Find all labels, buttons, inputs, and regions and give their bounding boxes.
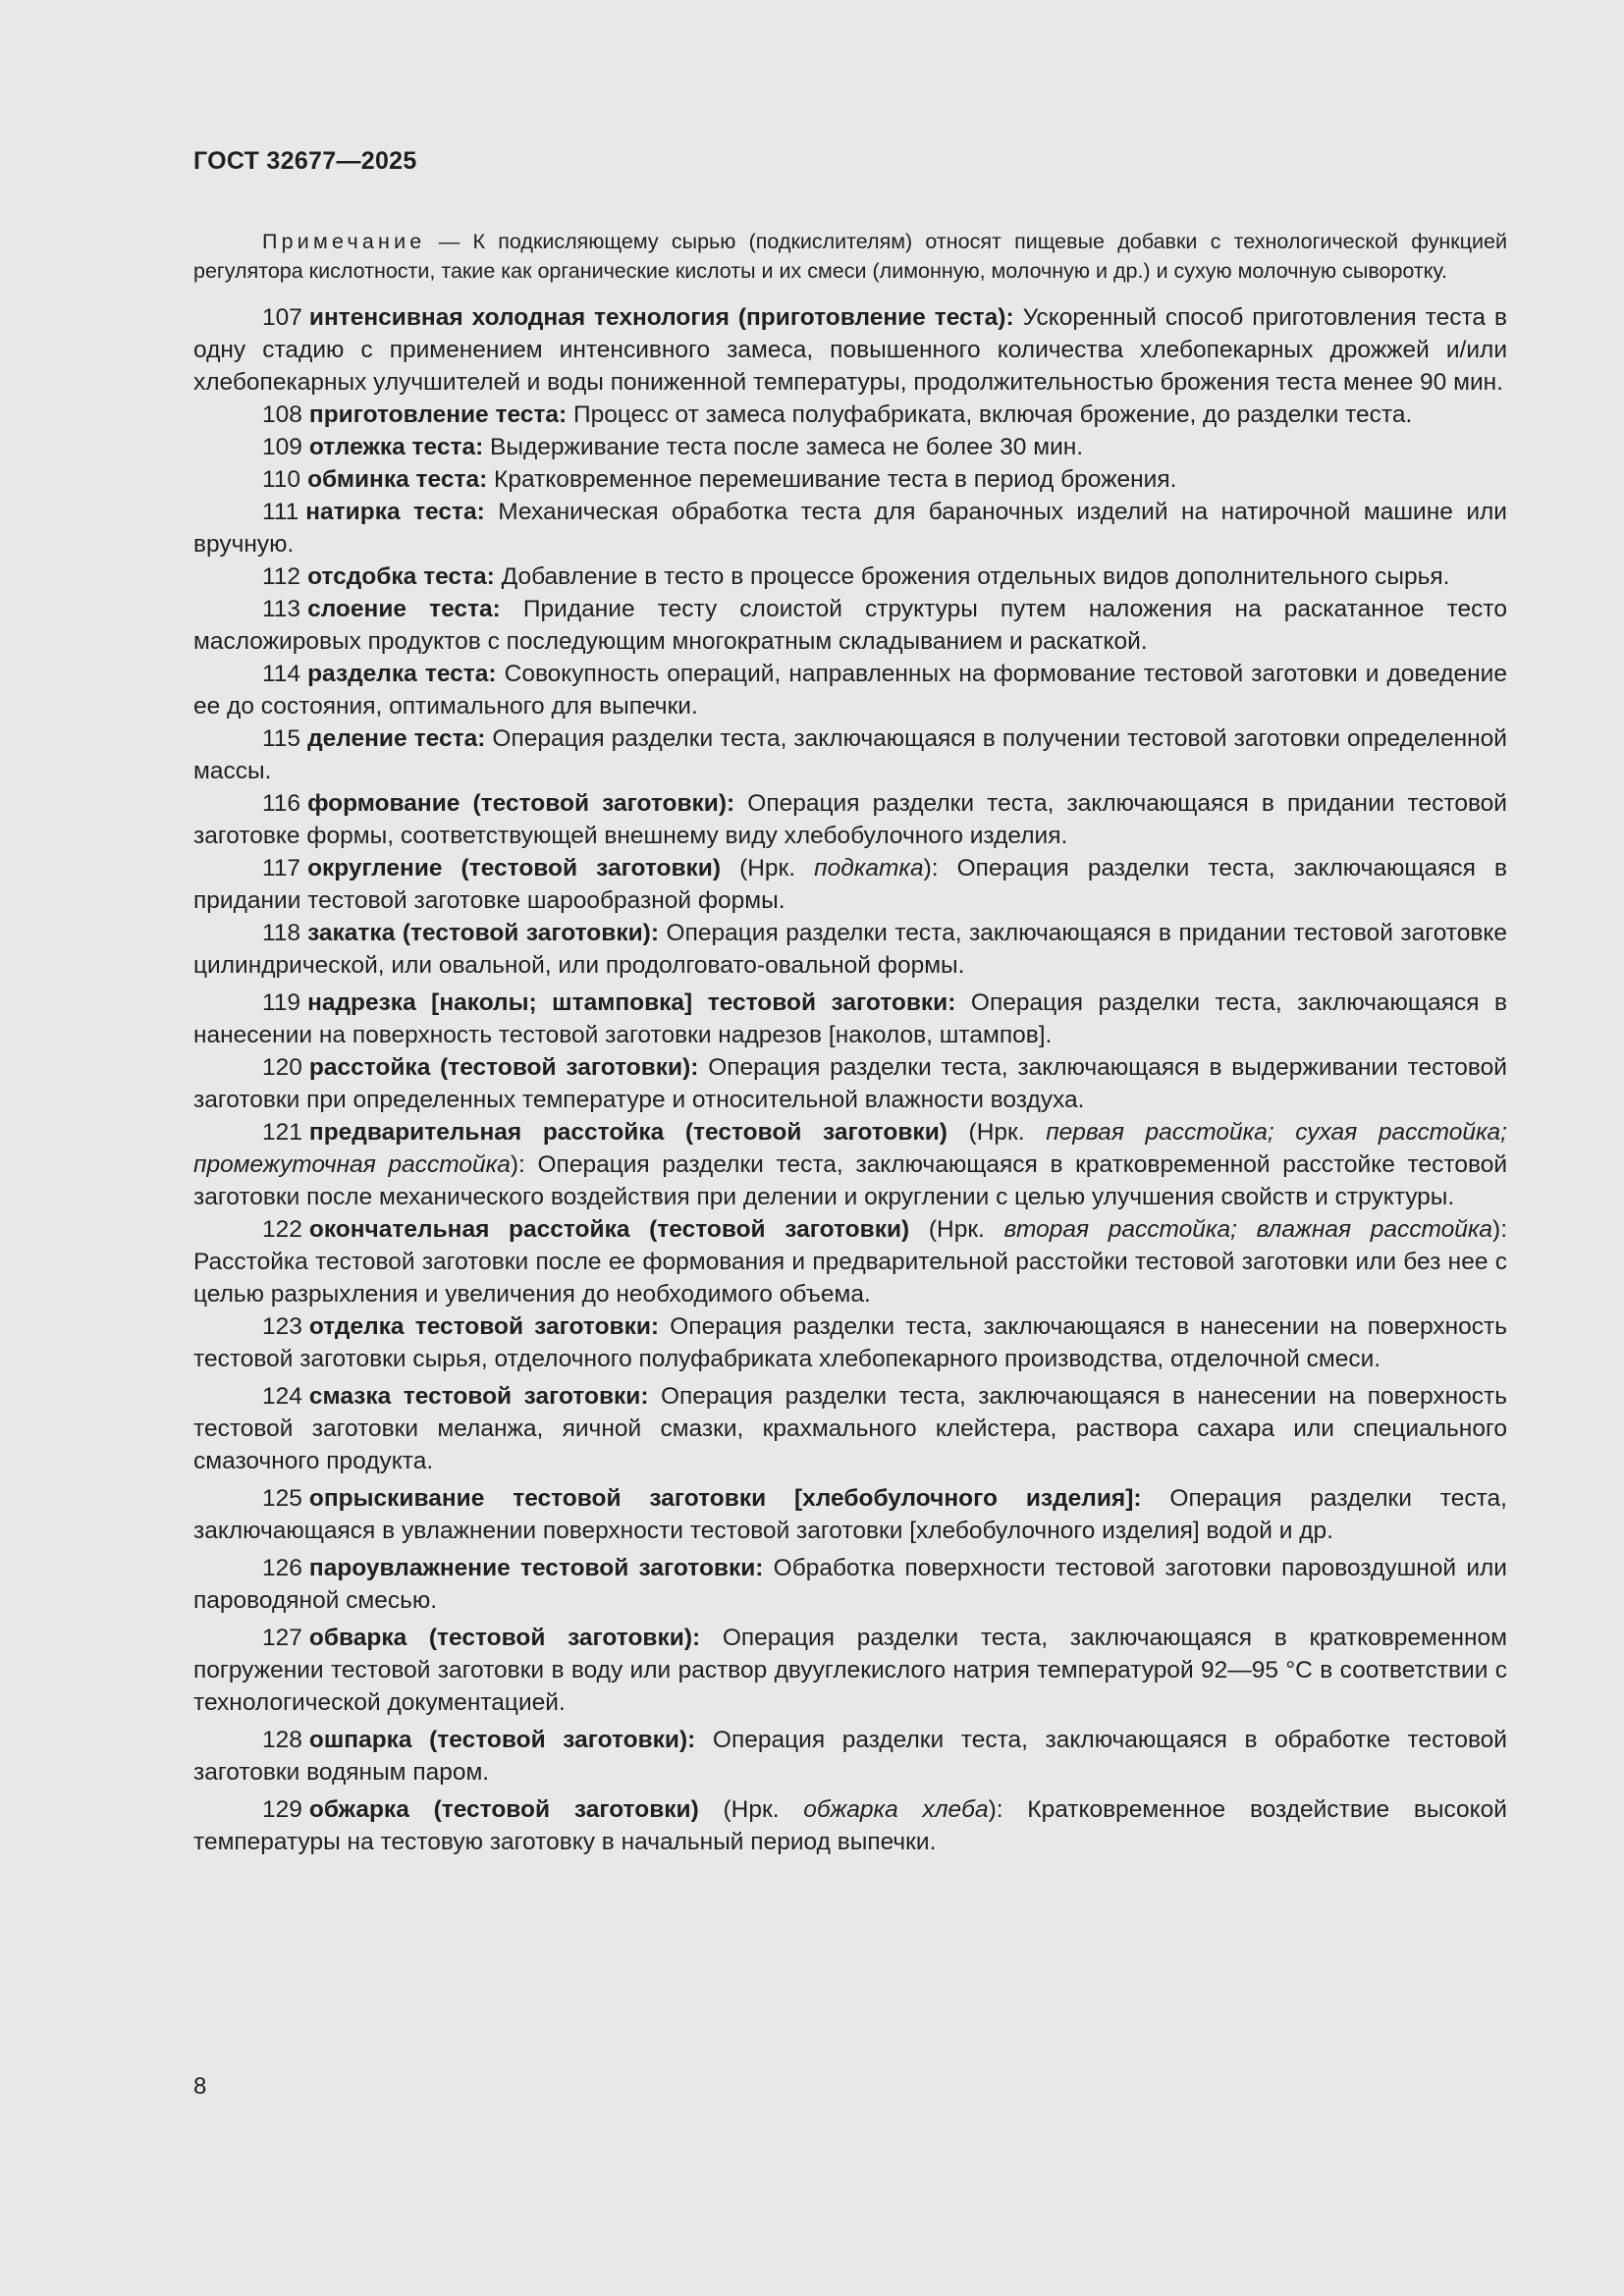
term-definition: Операция разделки теста, заключающаяся в нанесении на поверхность тестовой заготовки сырья, отделочного полуфабриката хлебопекарного производства, отделочной смеси. — [193, 1313, 1507, 1372]
term-synonym-suffix: ): — [510, 1151, 525, 1178]
note-paragraph — [193, 227, 1507, 286]
term-definition: Операция разделки теста, заключающаяся в кратковременном погружении тестовой заготовки в воду или раствор двууглекислого натрия температурой 92—95 °C в соответствии с технологической документацией. — [193, 1625, 1508, 1716]
term-number: 113 — [262, 596, 301, 622]
term-definition: Операция разделки теста, заключающаяся в придании тестовой заготовке формы, соответствующей внешнему виду хлебобулочного изделия. — [193, 790, 1507, 849]
term-definition: Кратковременное воздействие высокой температуры на тестовую заготовку в начальный период выпечки. — [193, 1796, 1507, 1855]
term-number: 116 — [262, 790, 301, 817]
document-code-header: ГОСТ 32677—2025 — [193, 147, 417, 175]
term-synonym-suffix: ): — [923, 855, 939, 881]
term-definition: Процесс от замеса полуфабриката, включая брожение, до разделки теста. — [567, 401, 1413, 428]
term-entry — [193, 561, 1507, 593]
term-entry — [193, 787, 1507, 852]
terms-list — [193, 301, 1507, 1858]
term-definition: Кратковременное перемешивание теста в период брожения. — [487, 466, 1177, 493]
term-number: 118 — [262, 920, 301, 946]
term-definition: Операция разделки теста, заключающаяся в нанесении на поверхность тестовой заготовки меланжа, яичной смазки, крахмального клейстера, раствора сахара или специального смазочного продукта. — [193, 1383, 1507, 1474]
term-definition: Операция разделки теста, заключающаяся в кратковременной расстойке тестовой заготовки после механического воздействия при делении и округлении с целью улучшения свойств и структуры. — [193, 1151, 1508, 1210]
term-number: 108 — [262, 401, 302, 428]
term-name: слоение теста: — [307, 596, 501, 622]
term-synonym-suffix: ): — [1492, 1216, 1508, 1243]
term-definition: Обработка поверхности тестовой заготовки паровоздушной или пароводяной смесью. — [193, 1555, 1507, 1614]
term-deprecated-synonym: вторая расстойка; влажная расстойка — [1003, 1216, 1493, 1243]
term-definition: Операция разделки теста, заключающаяся в получении тестовой заготовки определенной массы. — [193, 725, 1507, 784]
term-entry — [193, 987, 1507, 1051]
term-number: 111 — [262, 499, 299, 525]
term-name: отсдобка теста: — [307, 563, 495, 590]
term-number: 126 — [262, 1555, 302, 1581]
term-deprecated-synonym: подкатка — [814, 855, 924, 881]
term-definition: Операция разделки теста, заключающаяся в выдерживании тестовой заготовки при определенных температуре и относительной влажности воздуха. — [193, 1054, 1507, 1113]
term-number: 110 — [262, 466, 301, 493]
term-entry — [193, 399, 1507, 431]
term-name: приготовление теста: — [308, 401, 568, 428]
term-entry — [193, 1552, 1507, 1617]
term-synonym-prefix: (Нрк. — [909, 1216, 1004, 1243]
term-number: 121 — [262, 1119, 302, 1146]
term-number: 120 — [262, 1054, 302, 1081]
term-name: округление (тестовой заготовки) — [307, 855, 722, 881]
term-definition: Операция разделки теста, заключающаяся в увлажнении поверхности тестовой заготовки [хлебобулочного изделия] водой и др. — [193, 1485, 1507, 1544]
term-name: обжарка (тестовой заготовки) — [308, 1796, 699, 1823]
term-name: обминка теста: — [307, 466, 488, 493]
term-number: 129 — [262, 1796, 302, 1823]
term-name: отделка тестовой заготовки: — [308, 1313, 660, 1340]
term-entry — [193, 722, 1507, 787]
term-entry — [193, 463, 1507, 496]
term-number: 115 — [262, 725, 301, 752]
term-name: натирка теста: — [305, 499, 485, 525]
term-entry — [193, 917, 1507, 982]
term-entry — [193, 496, 1507, 561]
term-name: разделка теста: — [307, 661, 497, 687]
term-name: опрыскивание тестовой заготовки [хлебобулочного изделия]: — [308, 1485, 1142, 1512]
term-number: 117 — [262, 855, 301, 881]
term-number: 114 — [262, 661, 301, 687]
page-number: 8 — [193, 2073, 207, 2100]
term-entry — [193, 301, 1507, 399]
term-name: смазка тестовой заготовки: — [308, 1383, 649, 1410]
term-entry — [193, 1116, 1507, 1213]
term-name: ошпарка (тестовой заготовки): — [308, 1727, 696, 1753]
term-definition: Расстойка тестовой заготовки после ее формования и предварительной расстойки тестовой заготовки или без нее с целью разрыхления и увеличения до необходимого объема. — [193, 1249, 1507, 1308]
term-name: закатка (тестовой заготовки): — [307, 920, 659, 946]
term-entry — [193, 852, 1507, 917]
term-entry — [193, 658, 1507, 722]
term-entry — [193, 1051, 1507, 1116]
term-number: 125 — [262, 1485, 302, 1512]
term-number: 112 — [262, 563, 301, 590]
term-synonym-prefix: (Нрк. — [721, 855, 815, 881]
term-number: 109 — [262, 434, 302, 460]
term-name: деление теста: — [307, 725, 486, 752]
term-number: 107 — [262, 304, 302, 331]
term-name: отлежка теста: — [308, 434, 484, 460]
term-name: формование (тестовой заготовки): — [307, 790, 735, 817]
term-entry — [193, 1482, 1507, 1547]
term-synonym-prefix: (Нрк. — [698, 1796, 804, 1823]
term-number: 124 — [262, 1383, 302, 1410]
term-definition: Придание тесту слоистой структуры путем наложения на раскатанное тесто масложировых продуктов с последующим многократным складыванием и раскаткой. — [193, 596, 1507, 655]
term-synonym-suffix: ): — [988, 1796, 1003, 1823]
term-deprecated-synonym: первая расстойка; сухая расстойка; промежуточная расстойка — [193, 1119, 1507, 1178]
term-number: 119 — [262, 989, 301, 1016]
term-definition: Выдерживание теста после замеса не более 30 мин. — [483, 434, 1084, 460]
term-entry — [193, 593, 1507, 658]
document-page — [193, 147, 1507, 1858]
term-number: 122 — [262, 1216, 302, 1243]
term-entry — [193, 1724, 1507, 1789]
note-label: Примечание — [262, 230, 426, 253]
term-entry — [193, 1793, 1507, 1858]
term-definition: Механическая обработка теста для бараночных изделий на натирочной машине или вручную. — [193, 499, 1507, 558]
term-synonym-prefix: (Нрк. — [947, 1119, 1047, 1146]
term-name: предварительная расстойка (тестовой заготовки) — [308, 1119, 947, 1146]
term-deprecated-synonym: обжарка хлеба — [803, 1796, 989, 1823]
term-entry — [193, 1622, 1507, 1719]
term-entry — [193, 1310, 1507, 1375]
term-number: 128 — [262, 1727, 302, 1753]
term-definition: Операция разделки теста, заключающаяся в нанесении на поверхность тестовой заготовки надрезов [наколов, штампов]. — [193, 989, 1507, 1048]
term-definition: Операция разделки теста, заключающаяся в придании тестовой заготовке шарообразной формы. — [193, 855, 1508, 914]
term-definition: Операция разделки теста, заключающаяся в придании тестовой заготовке цилиндрической, или овальной, или продолговато-овальной формы. — [193, 920, 1507, 979]
term-entry — [193, 1380, 1507, 1477]
term-name: надрезка [наколы; штамповка] тестовой заготовки: — [307, 989, 956, 1016]
term-definition: Операция разделки теста, заключающаяся в обработке тестовой заготовки водяным паром. — [193, 1727, 1507, 1786]
term-name: расстойка (тестовой заготовки): — [308, 1054, 699, 1081]
note-text: — К подкисляющему сырью (подкислителям) относят пищевые добавки с технологической функцией регулятора кислотности, такие как органические кислоты и их смеси (лимонную, молочную и др.) и сухую молочную сыворотку. — [193, 230, 1507, 283]
term-definition: Совокупность операций, направленных на формование тестовой заготовки и доведение ее до состояния, оптимального для выпечки. — [193, 661, 1507, 720]
term-definition: Ускоренный способ приготовления теста в одну стадию с применением интенсивного замеса, повышенного количества хлебопекарных дрожжей и/или хлебопекарных улучшителей и воды пониженной температуры, продолжительностью брожения теста менее 90 мин. — [193, 304, 1507, 396]
term-number: 127 — [262, 1625, 302, 1651]
term-name: пароувлажнение тестовой заготовки: — [308, 1555, 764, 1581]
term-entry — [193, 1213, 1507, 1310]
term-entry — [193, 431, 1507, 463]
term-name: интенсивная холодная технология (приготовление теста): — [308, 304, 1014, 331]
term-number: 123 — [262, 1313, 302, 1340]
term-name: окончательная расстойка (тестовой заготовки) — [308, 1216, 910, 1243]
term-definition: Добавление в тесто в процессе брожения отдельных видов дополнительного сырья. — [494, 563, 1450, 590]
term-name: обварка (тестовой заготовки): — [308, 1625, 701, 1651]
